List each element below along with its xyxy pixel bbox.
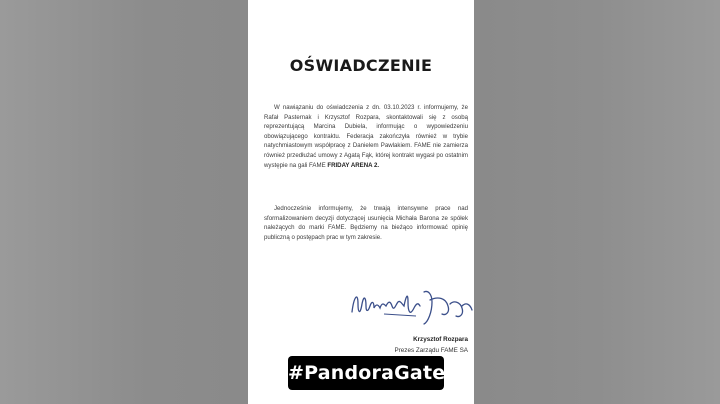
signer-block [395, 334, 469, 356]
paragraph-1-event-name: FRIDAY ARENA 2. [327, 161, 380, 169]
paragraph-1 [264, 103, 468, 170]
blurred-background-right [474, 0, 720, 404]
blurred-background-left [0, 0, 248, 404]
paragraph-1-text: W nawiązaniu do oświadczenia z dn. 03.10.2023 r. informujemy, że Rafał Pasternak i Krzysztof Rozpara, skontaktowali się z osobą reprezentującą Marcina Dubiela, informując o wypowiedzeniu obowiązującego kontraktu. Federacja zakończyła również w trybie natychmiastowym współpracę z Danielem Pawlakiem. FAME nie zamierza również przedłużać umowy z Agatą Fąk, której kontrakt wygasł po ostatnim występie na gali FAME [264, 104, 468, 169]
document-title: OŚWIADCZENIE [289, 56, 433, 75]
paragraph-2: Jednocześnie informujemy, że trwają intensywne prace nad sformalizowaniem decyzji dotyczącej usunięcia Michała Barona ze spółek należących do marki FAME. Będziemy na bieżąco informować opinię publiczną o postępach prac w tym zakresie. [264, 205, 468, 241]
handwritten-signature [346, 282, 474, 328]
signer-name: Krzysztof Rozpara [413, 336, 468, 343]
hashtag-label: #PandoraGate [288, 356, 444, 390]
signer-role: Prezes Zarządu FAME SA [394, 347, 468, 354]
statement-document [248, 0, 474, 404]
